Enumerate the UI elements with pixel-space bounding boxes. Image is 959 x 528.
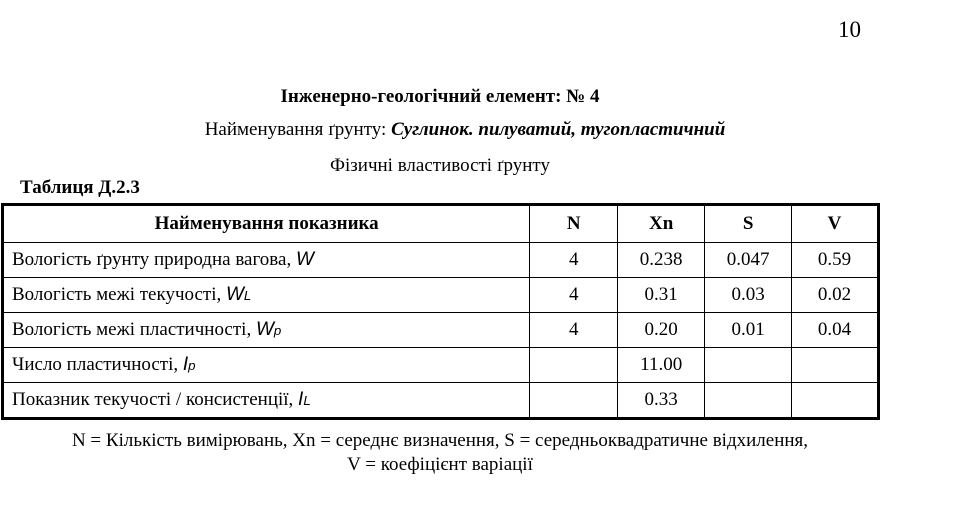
s-cell: 0.01	[705, 313, 792, 348]
indicator-name: Число пластичності,	[12, 354, 183, 375]
indicator-symbol: WL	[225, 284, 252, 305]
s-cell	[705, 348, 792, 383]
indicator-symbol: Ip	[182, 354, 196, 375]
v-cell	[792, 348, 879, 383]
soil-name-value: Суглинок. пилуватий, тугопластичний	[391, 119, 726, 140]
n-cell: 4	[530, 313, 618, 348]
v-cell: 0.02	[792, 278, 879, 313]
element-title: Інженерно-геологічний елемент: № 4	[280, 86, 600, 107]
xn-cell: 0.33	[618, 383, 705, 419]
legend-line: N = Кількість вимірювань, Xn = середнє визначення, S = середньоквадратичне відхилення,	[71, 430, 809, 451]
v-cell	[792, 383, 879, 419]
legend-line: V = коефіцієнт варіації	[347, 454, 533, 475]
indicator-name: Вологість межі текучості,	[12, 284, 226, 305]
table-row	[3, 313, 879, 348]
xn-cell: 11.00	[618, 348, 705, 383]
header-s: S	[705, 205, 792, 243]
indicator-name: Вологість ґрунту природна вагова,	[12, 249, 296, 270]
table-caption: Таблиця Д.2.3	[20, 177, 140, 198]
xn-cell: 0.238	[618, 243, 705, 278]
n-cell: 4	[530, 278, 618, 313]
indicator-name: Вологість межі пластичності,	[12, 319, 256, 340]
table-row	[3, 243, 879, 278]
table-row	[3, 348, 879, 383]
v-cell: 0.59	[792, 243, 879, 278]
soil-name	[0, 119, 930, 141]
s-cell: 0.03	[705, 278, 792, 313]
indicator-symbol: W	[295, 249, 314, 270]
header-n: N	[530, 205, 618, 243]
properties-heading: Фізичні властивості ґрунту	[330, 155, 550, 176]
indicator-name: Показник текучості / консистенції,	[12, 389, 299, 410]
xn-cell: 0.20	[618, 313, 705, 348]
n-cell: 4	[530, 243, 618, 278]
header-xn: Xn	[618, 205, 705, 243]
n-cell	[530, 383, 618, 419]
s-cell: 0.047	[705, 243, 792, 278]
soil-name-label: Найменування ґрунту:	[204, 119, 392, 140]
page-number: 10	[838, 17, 861, 42]
header-indicator-name: Найменування показника	[3, 205, 530, 243]
properties-table	[1, 203, 880, 420]
n-cell	[530, 348, 618, 383]
indicator-name-cell	[3, 243, 530, 278]
indicator-name-cell	[3, 313, 530, 348]
table-row	[3, 383, 879, 419]
indicator-symbol: IL	[298, 389, 311, 410]
xn-cell: 0.31	[618, 278, 705, 313]
header-v: V	[792, 205, 879, 243]
indicator-name-cell	[3, 278, 530, 313]
v-cell: 0.04	[792, 313, 879, 348]
table-header-row	[3, 205, 879, 243]
s-cell	[705, 383, 792, 419]
indicator-symbol: Wp	[255, 319, 282, 340]
indicator-name-cell	[3, 348, 530, 383]
indicator-name-cell	[3, 383, 530, 419]
table-row	[3, 278, 879, 313]
table-legend	[0, 429, 880, 477]
